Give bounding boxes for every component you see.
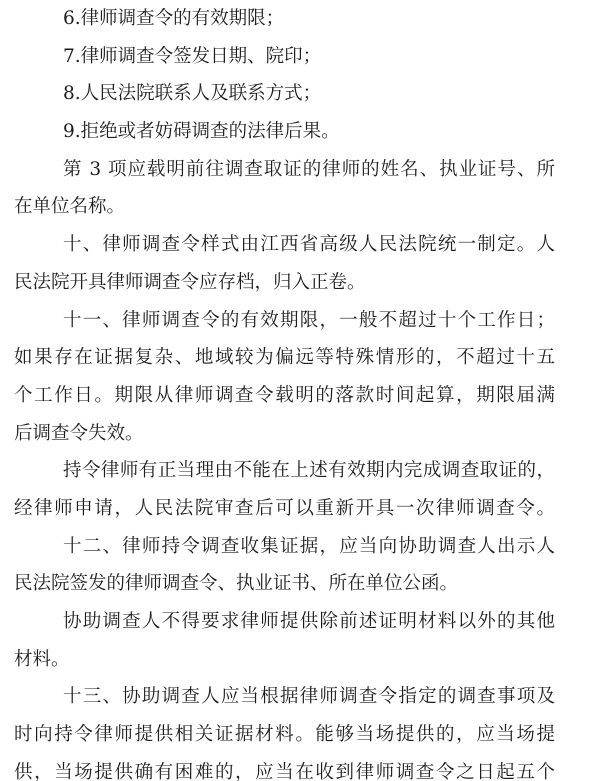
- paragraph-line: 7.律师调查令签发日期、院印；: [63, 45, 322, 67]
- paragraph-line: 十二、律师持令调查收集证据，应当向协助调查人出示人: [63, 535, 555, 557]
- paragraph-line: 民法院开具律师调查令应存档，归入正卷。: [14, 271, 366, 293]
- paragraph-article-13: [14, 678, 555, 780]
- paragraph-line: 个工作日。期限从律师调查令载明的落款时间起算，期限届满: [14, 384, 555, 406]
- paragraph-line: 后调查令失效。: [14, 422, 144, 444]
- paragraph-article-12: [14, 528, 555, 603]
- paragraph-line: 时向持令律师提供相关证据材料。能够当场提供的，应当场提: [14, 724, 555, 746]
- paragraph-line: 材料。: [14, 648, 70, 670]
- paragraph-line: 如果存在证据复杂、地域较为偏远等特殊情形的，不超过十五: [14, 347, 555, 369]
- paragraph-line: 供，当场提供确有困难的，应当在收到律师调查令之日起五个: [14, 761, 555, 781]
- paragraph-line: 9.拒绝或者妨碍调查的法律后果。: [63, 121, 340, 143]
- paragraph-item-3-note: [14, 151, 555, 226]
- paragraph-line: 8.人民法院联系人及联系方式；: [63, 83, 322, 105]
- paragraph-line: 十三、协助调查人应当根据律师调查令指定的调查事项及: [63, 686, 555, 708]
- paragraph-materials: [14, 603, 555, 678]
- paragraph-item-8: [14, 75, 555, 113]
- document-page: [14, 0, 555, 781]
- paragraph-line: 十、律师调查令样式由江西省高级人民法院统一制定。人: [63, 234, 555, 256]
- paragraph-line: 第 3 项应载明前往调查取证的律师的姓名、执业证号、所: [63, 158, 555, 180]
- paragraph-item-7: [14, 38, 555, 76]
- paragraph-renewal: [14, 452, 555, 527]
- paragraph-line: 持令律师有正当理由不能在上述有效期内完成调查取证的，: [63, 460, 555, 482]
- paragraph-line: 十一、律师调查令的有效期限，一般不超过十个工作日；: [63, 309, 555, 331]
- paragraph-item-9: [14, 113, 555, 151]
- paragraph-line: 在单位名称。: [14, 196, 126, 218]
- paragraph-line: 协助调查人不得要求律师提供除前述证明材料以外的其他: [63, 611, 555, 632]
- paragraph-line: 6.律师调查令的有效期限；: [63, 8, 285, 29]
- paragraph-article-11: [14, 302, 555, 453]
- paragraph-article-10: [14, 226, 555, 301]
- paragraph-line: 经律师申请，人民法院审查后可以重新开具一次律师调查令。: [14, 497, 555, 519]
- paragraph-item-6: [14, 0, 555, 38]
- paragraph-line: 民法院签发的律师调查令、执业证书、所在单位公函。: [14, 573, 459, 595]
